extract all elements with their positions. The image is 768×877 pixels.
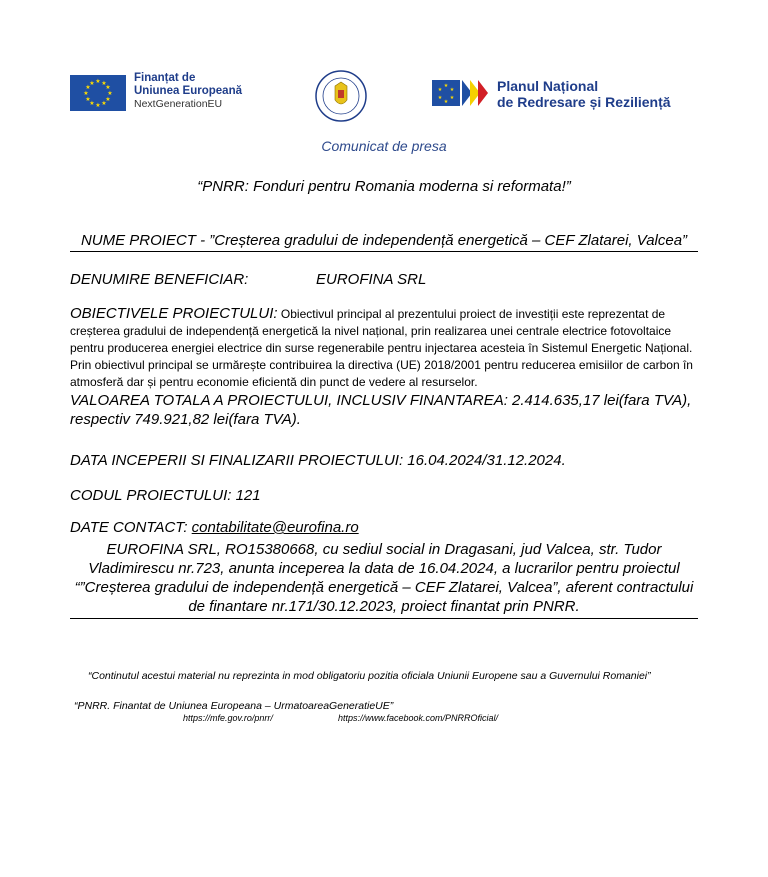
svg-text:★: ★ [89,100,95,107]
svg-text:★: ★ [85,96,91,103]
eu-logo-line1: Finanțat de [134,72,196,84]
eu-funding-logo-text [134,72,242,111]
project-dates: DATA INCEPERII SI FINALIZARII PROIECTULUI: 16.04.2024/31.12.2024. [70,452,566,469]
svg-text:★: ★ [89,80,95,87]
eu-flag-logo [70,75,126,111]
government-seal-logo [315,70,367,122]
svg-text:★: ★ [101,80,107,87]
svg-text:★: ★ [101,100,107,107]
contact-label: DATE CONTACT: [70,519,192,536]
objectives-section [70,305,695,391]
eu-logo-line2: Uniunea Europeană [134,85,242,97]
objectives-text: Obiectivul principal al prezentului proiect de investiții este reprezentat de creșterea gradului de independență energetică la nivel național, prin realizarea unei centrale electrice fotovoltaice pentru producerea energiei electrice din surse regenerabile pentru injectarea acesteia în Sistemul Energetic Național. Prin obiectivul principal se urmărește contribuirea la directiva (UE) 2018/2001 pentru reducerea emisiilor de carbon în atmosferă dar și pentru economie eficientă din punct de vedere al resurselor. [70,307,693,389]
svg-text:★: ★ [449,87,455,93]
project-value: VALOAREA TOTALA A PROIECTULUI, INCLUSIV FINANTAREA: 2.414.635,17 lei(fara TVA), respectiv 749.921,82 lei(fara TVA). [70,392,692,428]
contact-email-link[interactable]: contabilitate@eurofina.ro [191,519,359,536]
svg-text:★: ★ [85,84,91,91]
press-release-label: Comunicat de presa [321,138,447,154]
eu-logo-line3: NextGenerationEU [134,98,223,110]
announcement: EUROFINA SRL, RO15380668, cu sediul social in Dragasani, jud Valcea, str. Tudor Vladimirescu nr.723, anunta inceperea la data de 16.04.2024, a lucrarilor pentru proiectul “”Creșterea gradului de independență energetică – CEF Zlatarei, Valcea”, aferent contractului de finantare nr.171/30.12.2023, proiect finantat prin PNRR. [70,540,698,619]
mfe-link[interactable]: https://mfe.gov.ro/pnrr/ [183,713,273,723]
svg-text:★: ★ [105,96,111,103]
slogan: “PNRR: Fonduri pentru Romania moderna si reformata!” [197,178,571,195]
svg-text:★: ★ [437,95,443,101]
disclaimer-text: “Continutul acestui material nu reprezinta in mod obligatoriu pozitia oficiala Uniunii Europene sau a Guvernului Romaniei” [88,670,651,682]
objectives-label: OBIECTIVELE PROIECTULUI: [70,305,278,322]
svg-text:★: ★ [437,87,443,93]
beneficiary-value: EUROFINA SRL [316,271,427,288]
svg-text:★: ★ [95,102,101,109]
svg-text:★: ★ [83,90,89,97]
svg-text:★: ★ [443,83,449,89]
pnrr-logo-line1: Planul Național [497,78,599,94]
pnrr-logo-text [497,78,671,110]
pnrr-flag-logo [432,78,492,108]
project-code: CODUL PROIECTULUI: 121 [70,487,261,504]
beneficiary-label: DENUMIRE BENEFICIAR: [70,271,249,288]
svg-text:★: ★ [105,84,111,91]
svg-text:★: ★ [95,78,101,85]
funding-note: “PNRR. Finantat de Uniunea Europeana – UrmatoareaGeneratieUE” [74,700,394,712]
svg-text:★: ★ [107,90,113,97]
contact-line [70,519,359,536]
pnrr-logo-line2: de Redresare și Reziliență [497,94,671,110]
facebook-link[interactable]: https://www.facebook.com/PNRROficial/ [338,713,499,723]
svg-text:★: ★ [443,99,449,105]
svg-text:★: ★ [449,95,455,101]
project-name: NUME PROIECT - ”Creșterea gradului de independență energetică – CEF Zlatarei, Valcea” [70,232,698,252]
